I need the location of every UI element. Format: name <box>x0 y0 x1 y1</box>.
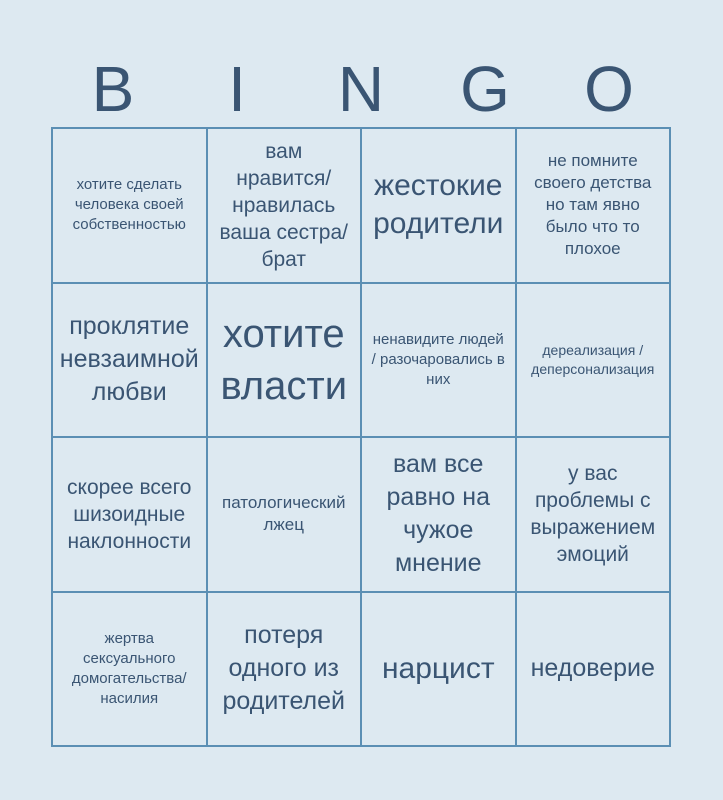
header-letter-g: G <box>460 53 510 125</box>
bingo-cell-3[interactable]: жестокие родители <box>361 128 516 283</box>
bingo-cell-15[interactable]: нарцист <box>361 592 516 747</box>
header-letter-b: B <box>91 53 135 125</box>
bingo-cell-16[interactable]: недоверие <box>516 592 671 747</box>
bingo-cell-12[interactable]: у вас проблемы с выражением эмоций <box>516 437 671 592</box>
bingo-cell-5[interactable]: проклятие невзаимной любви <box>52 283 207 438</box>
header-letter-o: O <box>584 53 634 125</box>
bingo-cell-8[interactable]: дереализация / деперсонализация <box>516 283 671 438</box>
bingo-grid <box>51 127 671 747</box>
bingo-cell-13[interactable]: жертва сексуального домогательства/ насилия <box>52 592 207 747</box>
header-letter-n: N <box>337 53 385 125</box>
bingo-cell-10[interactable]: патологический лжец <box>207 437 362 592</box>
bingo-cell-1[interactable]: хотите сделать человека своей собственностью <box>52 128 207 283</box>
bingo-cell-9[interactable]: скорее всего шизоидные наклонности <box>52 437 207 592</box>
bingo-cell-11[interactable]: вам все равно на чужое мнение <box>361 437 516 592</box>
bingo-header <box>51 52 671 126</box>
bingo-cell-7[interactable]: ненавидите людей / разочаровались в них <box>361 283 516 438</box>
bingo-cell-6[interactable]: хотите власти <box>207 283 362 438</box>
bingo-cell-2[interactable]: вам нравится/ нравилась ваша сестра/брат <box>207 128 362 283</box>
bingo-cell-4[interactable]: не помните своего детства но там явно было что то плохое <box>516 128 671 283</box>
bingo-cell-14[interactable]: потеря одного из родителей <box>207 592 362 747</box>
header-letter-i: I <box>228 53 246 125</box>
